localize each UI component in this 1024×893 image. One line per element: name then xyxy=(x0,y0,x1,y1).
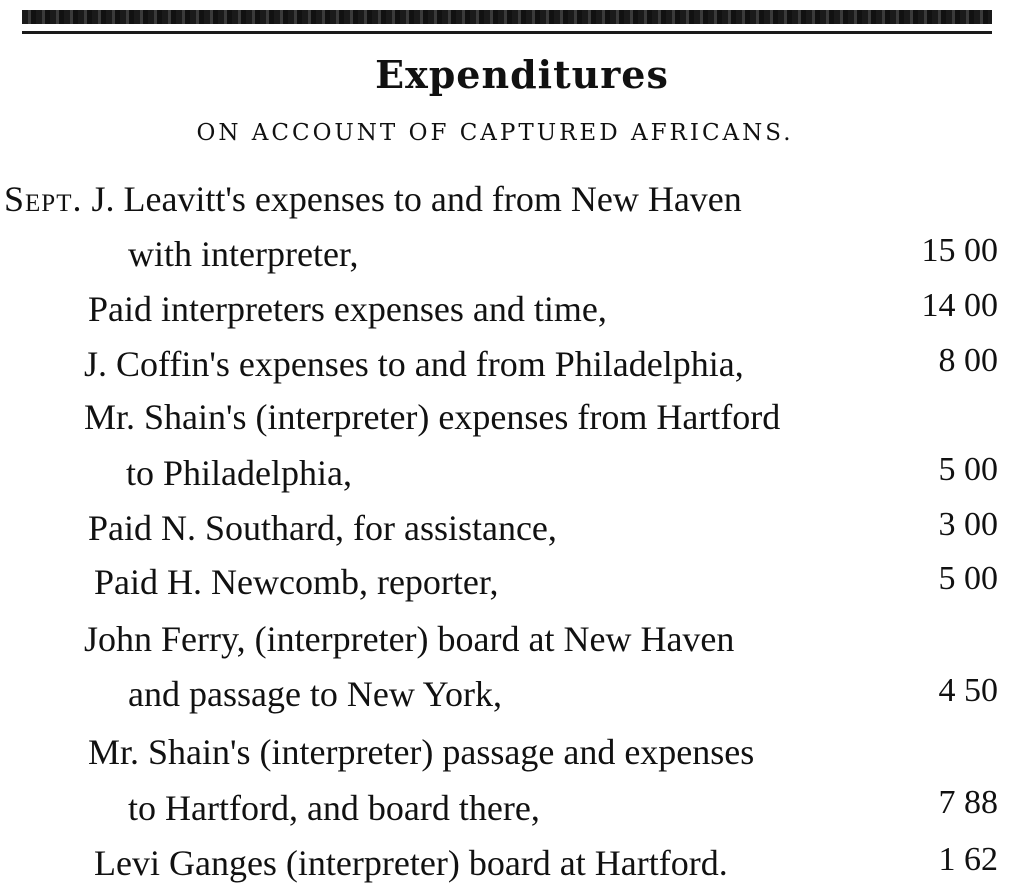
entry-amount: 15 00 xyxy=(921,232,998,269)
entry-line: Mr. Shain's (interpreter) passage and expenses xyxy=(88,732,755,772)
top-thin-rule xyxy=(22,31,992,34)
entry-line: Paid N. Southard, for assistance, xyxy=(88,508,557,548)
entry-text: J. Leavitt's expenses to and from New Haven xyxy=(91,179,742,219)
entry-line: Paid interpreters expenses and time, xyxy=(88,289,607,329)
page-subtitle: ON ACCOUNT OF CAPTURED AFRICANS. xyxy=(196,120,794,146)
entry-amount: 4 50 xyxy=(938,672,998,709)
entry-line: Paid H. Newcomb, reporter, xyxy=(94,562,499,602)
entry-month: Sept. xyxy=(4,179,83,219)
entry-amount: 7 88 xyxy=(938,784,998,821)
entry-line: J. Coffin's expenses to and from Philadelphia, xyxy=(84,344,744,384)
entry-line: Levi Ganges (interpreter) board at Hartford. xyxy=(94,843,728,883)
entry-amount: 5 00 xyxy=(938,560,998,597)
entry-line: with interpreter, xyxy=(128,234,359,274)
entry-line: and passage to New York, xyxy=(128,674,502,714)
entry-amount: 3 00 xyxy=(938,506,998,543)
entry-line: Mr. Shain's (interpreter) expenses from Hartford xyxy=(84,397,781,437)
entry-amount: 8 00 xyxy=(938,342,998,379)
entry-line: to Philadelphia, xyxy=(126,453,352,493)
entry-line xyxy=(4,181,742,217)
page-title: Expenditures xyxy=(375,52,669,97)
entry-amount: 14 00 xyxy=(921,287,998,324)
entry-amount: 5 00 xyxy=(938,451,998,488)
entry-line: to Hartford, and board there, xyxy=(128,788,540,828)
top-heavy-rule xyxy=(22,10,992,24)
entry-line: John Ferry, (interpreter) board at New Haven xyxy=(84,619,735,659)
entry-amount: 1 62 xyxy=(938,841,998,878)
